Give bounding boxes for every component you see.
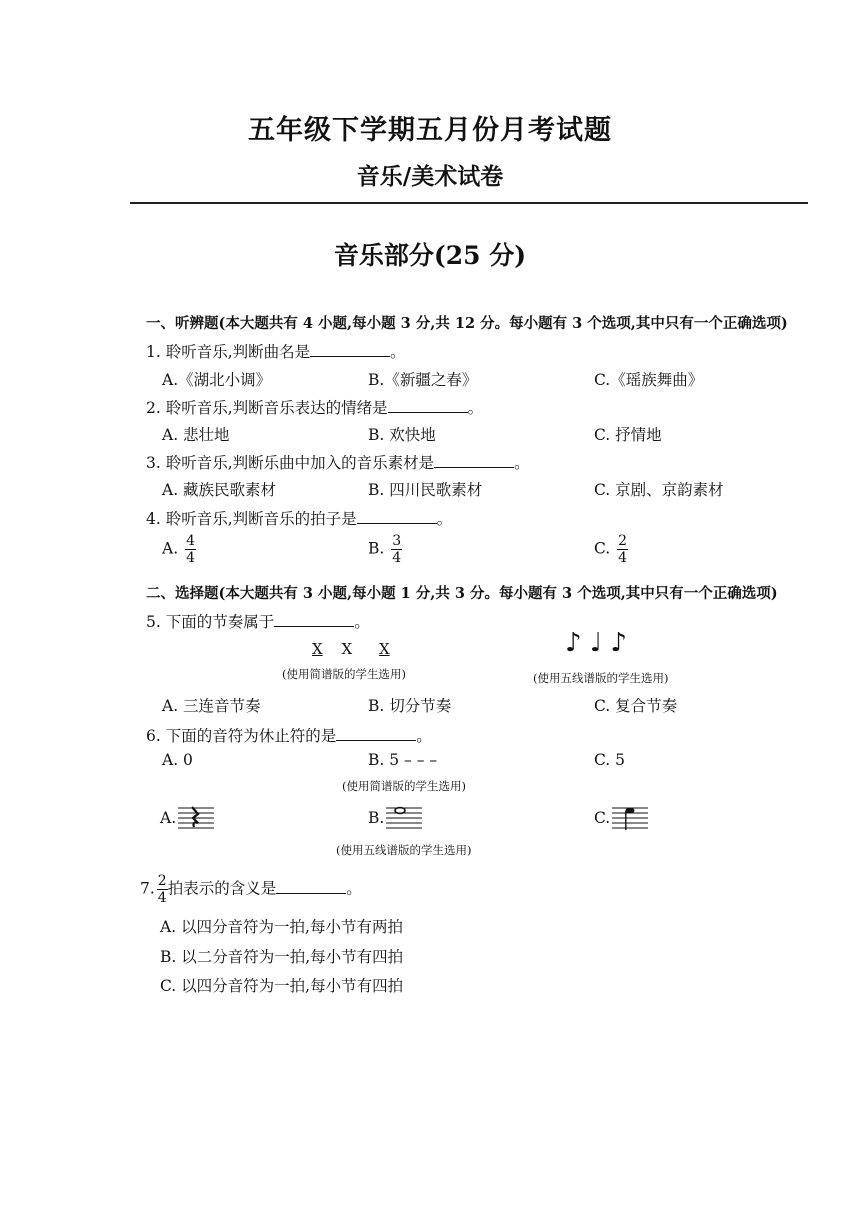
q1-option-a[interactable]: A.《湖北小调》: [162, 371, 272, 389]
q5-option-c[interactable]: C. 复合节奏: [594, 697, 678, 715]
question-7-end: 。: [346, 879, 362, 898]
q5-option-a[interactable]: A. 三连音节奏: [162, 697, 261, 715]
question-1: [146, 340, 406, 362]
question-3: [146, 451, 530, 473]
exam-subtitle: 音乐/美术试卷: [356, 163, 504, 190]
staff-note: (使用五线谱版的学生选用): [533, 671, 669, 685]
q6-staff-a-label: A.: [160, 809, 177, 827]
question-7: [140, 874, 362, 905]
q6-staff-option-c[interactable]: [594, 804, 650, 832]
question-6: [146, 724, 432, 746]
q7-option-a[interactable]: A. 以四分音符为一拍,每小节有两拍: [160, 918, 403, 936]
question-5: [146, 610, 370, 632]
frac-numerator: 4: [186, 533, 195, 549]
question-2-text: 2. 聆听音乐,判断音乐表达的情绪是: [146, 399, 388, 417]
exam-title: 五年级下学期五月份月考试题: [248, 115, 612, 146]
header-divider: [130, 202, 808, 204]
answer-blank-3[interactable]: [434, 453, 514, 468]
answer-blank-1[interactable]: [310, 342, 390, 357]
q6-staff-b-label: B.: [368, 809, 385, 827]
question-2-end: 。: [467, 399, 484, 417]
frac-denominator: 4: [186, 550, 195, 566]
part2-heading: 二、选择题(本大题共有 3 小题,每小题 1 分,共 3 分。每小题有 3 个选项,其中只有一个正确选项): [146, 585, 778, 602]
q4-option-b[interactable]: [368, 534, 402, 565]
jianpu-note: (使用简谱版的学生选用): [282, 667, 406, 681]
rhythm-x2: X: [341, 640, 353, 658]
answer-blank-4[interactable]: [357, 509, 437, 524]
question-5-text: 5. 下面的节奏属于: [146, 613, 275, 631]
q1-option-c[interactable]: C.《瑶族舞曲》: [594, 371, 704, 389]
rhythm-x1: X: [312, 640, 323, 658]
q6-staff-option-b[interactable]: [368, 804, 424, 832]
frac-numerator: 2: [157, 873, 167, 889]
question-4: [146, 507, 452, 529]
q6-staff-c-label: C.: [594, 809, 611, 827]
q7-option-b[interactable]: B. 以二分音符为一拍,每小节有四拍: [160, 948, 404, 966]
quarter-rest-staff-icon: [176, 804, 216, 832]
frac-denominator: 4: [618, 550, 628, 566]
staff-rhythm-notes: ♪ ♩ ♪: [565, 628, 627, 658]
question-6-text: 6. 下面的音符为休止符的是: [146, 727, 337, 745]
jianpu-rhythm: [312, 640, 390, 658]
q4-option-b-label: B.: [368, 539, 385, 558]
q6-option-c[interactable]: C. 5: [594, 751, 626, 769]
question-6-end: 。: [416, 727, 432, 745]
q5-option-b[interactable]: B. 切分节奏: [368, 697, 452, 715]
q2-option-c[interactable]: C. 抒情地: [594, 426, 662, 444]
q3-option-c[interactable]: C. 京剧、京韵素材: [594, 481, 724, 499]
section-title: 音乐部分(25 分): [333, 241, 527, 270]
q4-option-c[interactable]: [594, 534, 628, 565]
question-4-text: 4. 聆听音乐,判断音乐的拍子是: [146, 510, 357, 528]
q6-option-b[interactable]: B. 5 – – –: [368, 751, 438, 769]
frac-numerator: 2: [618, 533, 628, 549]
question-3-text: 3. 聆听音乐,判断乐曲中加入的音乐素材是: [146, 454, 435, 472]
time-signature-4-4: [185, 534, 196, 565]
answer-blank-6[interactable]: [336, 726, 416, 741]
q7-option-c[interactable]: C. 以四分音符为一拍,每小节有四拍: [160, 977, 404, 995]
q6-option-a[interactable]: A. 0: [162, 751, 193, 769]
q4-option-a-label: A.: [162, 539, 179, 558]
q6-staff-note: (使用五线谱版的学生选用): [336, 843, 472, 857]
frac-denominator: 4: [157, 890, 167, 906]
question-7-text: 拍表示的含义是: [167, 879, 277, 898]
question-3-end: 。: [514, 454, 530, 472]
q3-option-a[interactable]: A. 藏族民歌素材: [162, 481, 277, 499]
question-4-end: 。: [436, 510, 453, 528]
q3-option-b[interactable]: B. 四川民歌素材: [368, 481, 483, 499]
rhythm-x3: X: [378, 640, 390, 658]
question-7-number: 7.: [140, 879, 155, 898]
question-1-text: 1. 聆听音乐,判断曲名是: [146, 343, 311, 361]
answer-blank-2[interactable]: [388, 398, 468, 413]
answer-blank-5[interactable]: [274, 612, 354, 627]
q4-option-c-label: C.: [594, 539, 611, 558]
q4-option-a[interactable]: [162, 534, 196, 565]
part1-heading: 一、听辨题(本大题共有 4 小题,每小题 3 分,共 12 分。每小题有 3 个选项,其中只有一个正确选项): [146, 315, 788, 332]
answer-blank-7[interactable]: [276, 879, 346, 894]
frac-denominator: 4: [392, 550, 402, 566]
q2-option-b[interactable]: B. 欢快地: [368, 426, 436, 444]
q1-option-b[interactable]: B.《新疆之春》: [368, 371, 478, 389]
q6-jianpu-note: (使用简谱版的学生选用): [342, 779, 466, 793]
time-signature-2-4: [157, 874, 168, 905]
question-2: [146, 396, 483, 418]
question-1-end: 。: [390, 343, 406, 361]
whole-note-staff-icon: [384, 804, 424, 832]
q2-option-a[interactable]: A. 悲壮地: [162, 426, 230, 444]
q6-staff-option-a[interactable]: [160, 804, 216, 832]
time-signature-2-4: [617, 534, 628, 565]
time-signature-3-4: [391, 534, 402, 565]
question-5-end: 。: [354, 613, 370, 631]
quarter-note-staff-icon: [610, 804, 650, 832]
frac-numerator: 3: [392, 533, 402, 549]
